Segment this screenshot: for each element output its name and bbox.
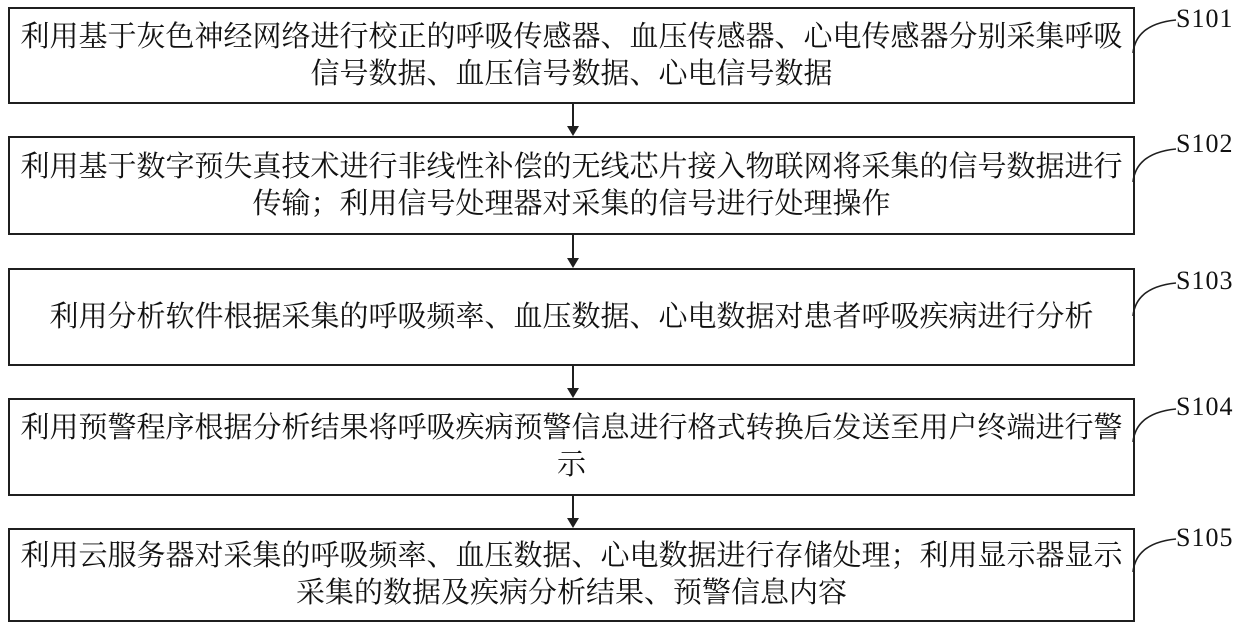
flow-step-box-s105 xyxy=(8,528,1135,622)
arrow-head xyxy=(567,518,579,528)
step-text-line: 利用基于灰色神经网络进行校正的呼吸传感器、血压传感器、心电传感器分别采集呼吸 xyxy=(20,20,1123,53)
arrow-shaft xyxy=(572,104,574,128)
step-text-line: 示 xyxy=(556,449,586,481)
step-text-line: 利用云服务器对采集的呼吸频率、血压数据、心电数据进行存储处理；利用显示器显示 xyxy=(20,540,1123,572)
step-text-line: 利用分析软件根据采集的呼吸频率、血压数据、心电数据对患者呼吸疾病进行分析 xyxy=(49,300,1094,333)
leader-line-s104 xyxy=(1131,404,1178,444)
arrow-shaft xyxy=(572,235,574,260)
step-text-line: 传输；利用信号处理器对采集的信号进行处理操作 xyxy=(252,187,891,220)
leader-line-s103 xyxy=(1131,278,1178,318)
leader-line-s105 xyxy=(1131,534,1178,574)
step-text-line: 利用预警程序根据分析结果将呼吸疾病预警信息进行格式转换后发送至用户终端进行警 xyxy=(20,412,1123,444)
step-label-s102: S102 xyxy=(1176,129,1234,158)
flow-step-box-s104 xyxy=(8,398,1135,496)
flow-step-box-s103 xyxy=(8,268,1135,366)
step-label-s104: S104 xyxy=(1176,392,1234,421)
flow-step-box-s102 xyxy=(8,136,1135,235)
leader-line-s101 xyxy=(1131,15,1178,55)
step-text-line: 采集的数据及疾病分析结果、预警信息内容 xyxy=(295,577,847,609)
step-text-line: 信号数据、血压信号数据、心电信号数据 xyxy=(310,57,833,90)
arrow-shaft xyxy=(572,366,574,390)
step-label-s101: S101 xyxy=(1176,4,1234,33)
step-text-line: 利用基于数字预失真技术进行非线性补偿的无线芯片接入物联网将采集的信号数据进行 xyxy=(20,150,1123,183)
arrow-head xyxy=(567,388,579,398)
flow-step-box-s101 xyxy=(8,7,1135,104)
leader-line-s102 xyxy=(1131,144,1178,184)
arrow-shaft xyxy=(572,496,574,520)
arrow-head xyxy=(567,258,579,268)
step-label-s105: S105 xyxy=(1176,523,1234,552)
arrow-head xyxy=(567,126,579,136)
step-label-s103: S103 xyxy=(1176,266,1234,295)
